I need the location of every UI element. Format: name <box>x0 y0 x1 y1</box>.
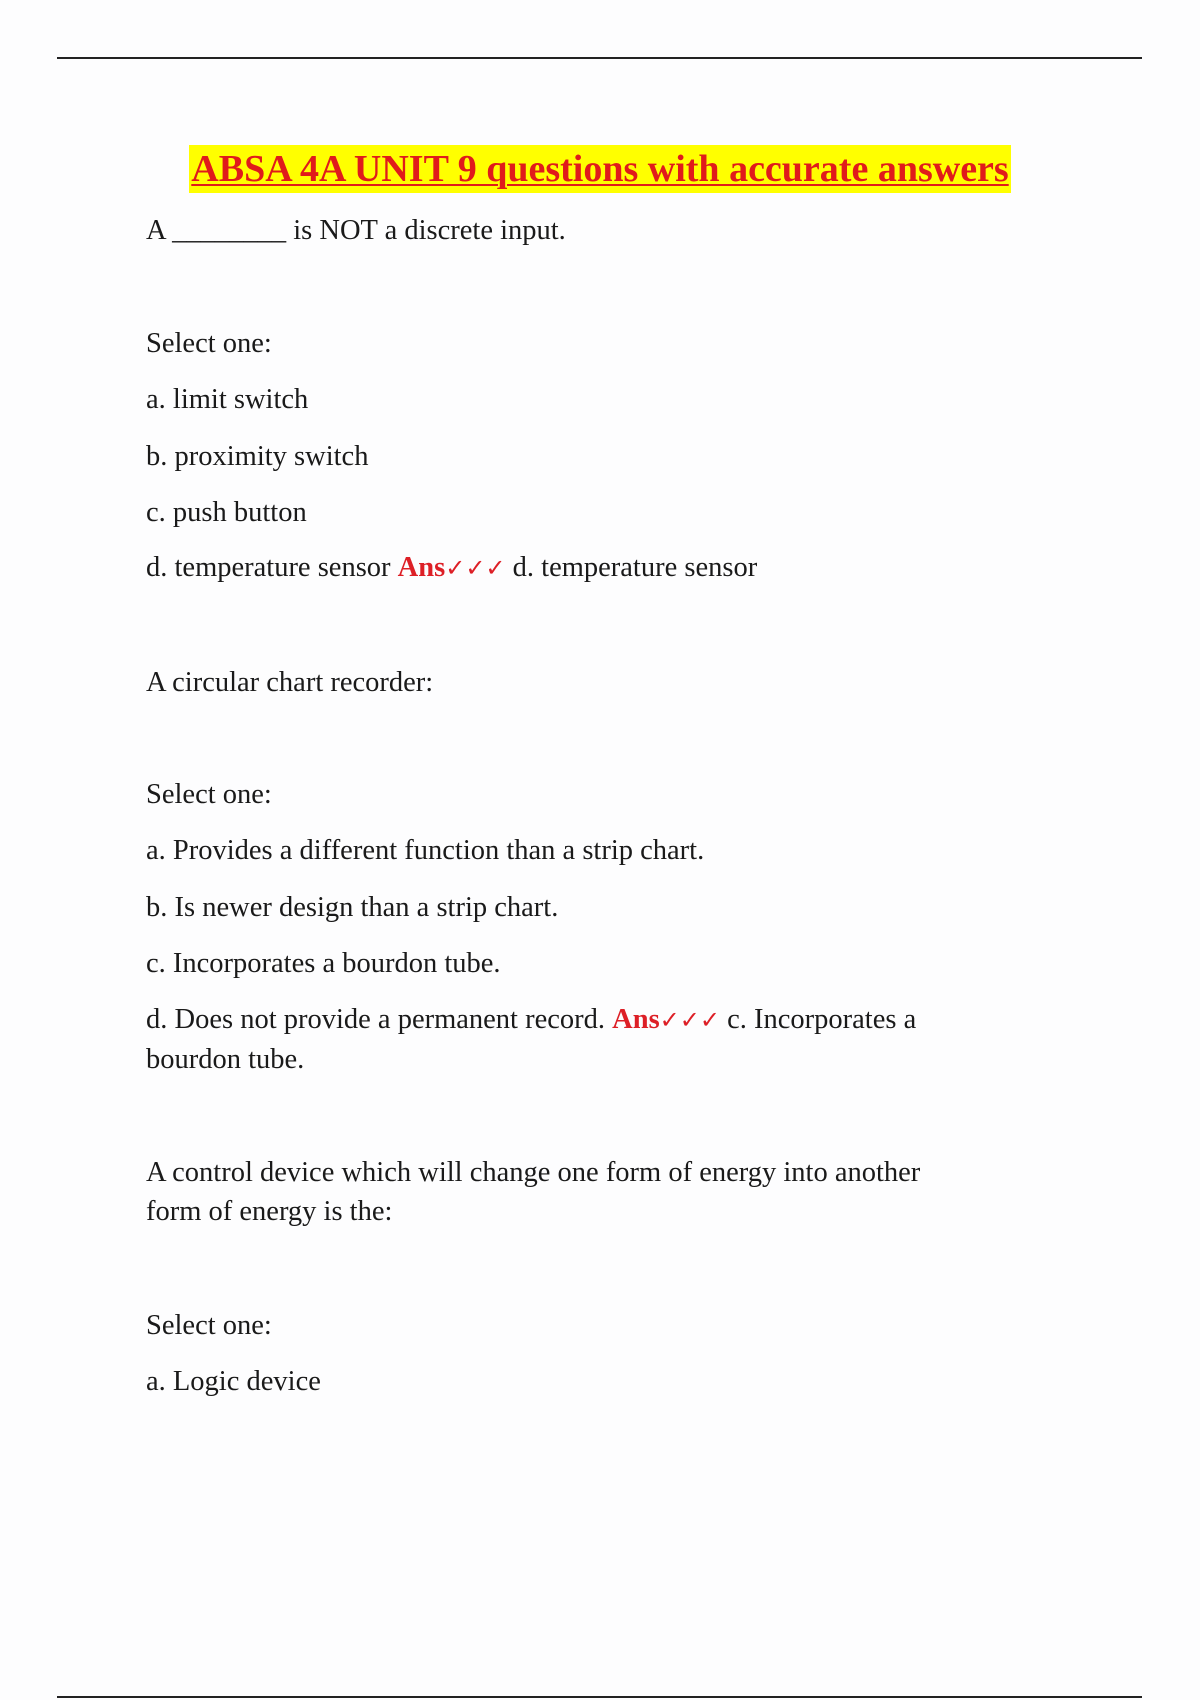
question-3-prompt-line-1: A control device which will change one form of energy into another <box>146 1157 921 1188</box>
question-1-option-d-row <box>146 548 1046 588</box>
question-3-option-a: a. Logic device <box>146 1366 321 1397</box>
header-rule <box>57 57 1142 59</box>
question-2-option-d-row <box>146 1000 1046 1040</box>
title-container <box>0 145 1200 193</box>
question-2-option-a: a. Provides a different function than a strip chart. <box>146 835 705 866</box>
checkmark-icon: ✓✓✓ <box>659 1006 720 1034</box>
question-1-answer: d. temperature sensor <box>512 552 758 583</box>
question-3-prompt-line-2: form of energy is the: <box>146 1196 393 1227</box>
question-2-answer: c. Incorporates a <box>727 1004 917 1035</box>
question-1-option-b: b. proximity switch <box>146 441 369 472</box>
answer-marker: Ans <box>612 1004 660 1035</box>
answer-marker: Ans <box>397 552 446 583</box>
question-2-option-b: b. Is newer design than a strip chart. <box>146 892 559 923</box>
question-2-prompt: A circular chart recorder: <box>146 667 434 698</box>
question-1-select-label: Select one: <box>146 328 272 359</box>
question-2-answer-continued: bourdon tube. <box>146 1044 305 1075</box>
question-2-select-label: Select one: <box>146 779 272 810</box>
question-1-prompt: A ________ is NOT a discrete input. <box>146 215 566 246</box>
question-1-option-c: c. push button <box>146 497 307 528</box>
question-2-option-d: d. Does not provide a permanent record. <box>146 1004 606 1035</box>
question-2-option-c: c. Incorporates a bourdon tube. <box>146 948 501 979</box>
question-3-select-label: Select one: <box>146 1310 272 1341</box>
footer-rule <box>57 1696 1142 1698</box>
checkmark-icon: ✓✓✓ <box>445 554 506 582</box>
question-1-option-d: d. temperature sensor <box>146 552 391 583</box>
document-title: ABSA 4A UNIT 9 questions with accurate answers <box>189 145 1010 193</box>
question-1-option-a: a. limit switch <box>146 384 309 415</box>
